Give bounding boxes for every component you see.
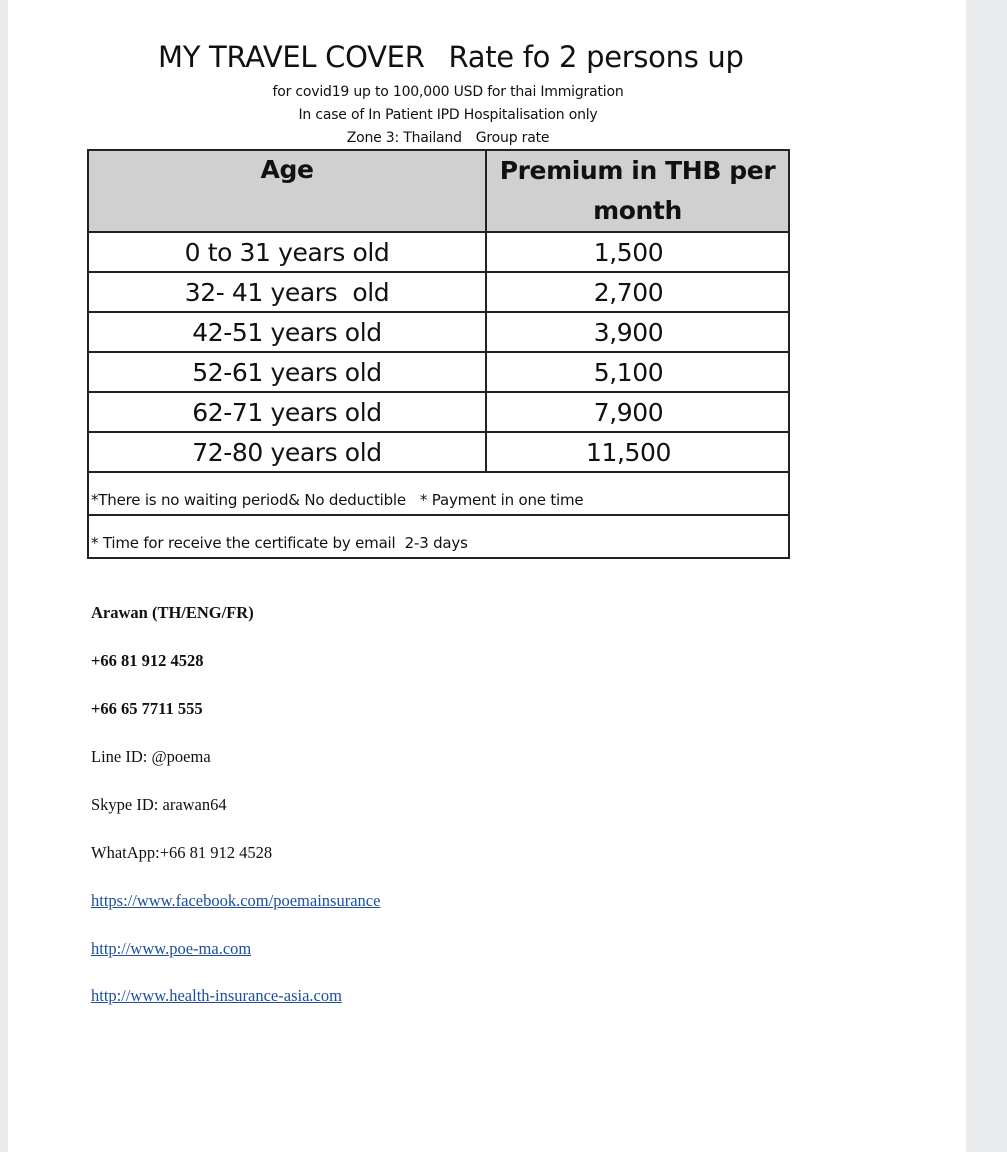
title-part-1: MY TRAVEL COVER <box>158 40 425 74</box>
phone-number-2: +66 65 7711 555 <box>91 699 203 718</box>
note-row <box>88 515 789 558</box>
certificate-note: * Time for receive the certificate by email 2-3 days <box>88 515 789 558</box>
premium-cell: 3,900 <box>486 312 789 352</box>
note-cell-1 <box>88 472 789 515</box>
zone-label: Zone 3: Thailand <box>346 130 462 146</box>
age-cell: 52-61 years old <box>88 352 486 392</box>
age-cell: 62-71 years old <box>88 392 486 432</box>
note-row <box>88 472 789 515</box>
age-cell: 72-80 years old <box>88 432 486 472</box>
payment-note: * Payment in one time <box>419 491 584 509</box>
table-row <box>88 232 789 272</box>
line-id: Line ID: @poema <box>91 747 211 766</box>
premium-cell: 1,500 <box>486 232 789 272</box>
contact-name: Arawan (TH/ENG/FR) <box>91 603 254 622</box>
table-row <box>88 312 789 352</box>
poe-ma-link[interactable]: http://www.poe-ma.com <box>91 939 252 958</box>
premium-cell: 11,500 <box>486 432 789 472</box>
premium-column-header <box>486 150 789 232</box>
table-row <box>88 352 789 392</box>
age-cell: 32- 41 years old <box>88 272 486 312</box>
document-page <box>8 0 966 1152</box>
phone-number-1: +66 81 912 4528 <box>91 651 204 670</box>
premium-table <box>87 149 790 559</box>
premium-cell: 5,100 <box>486 352 789 392</box>
premium-cell: 2,700 <box>486 272 789 312</box>
age-cell: 0 to 31 years old <box>88 232 486 272</box>
page-title <box>158 40 744 74</box>
group-rate-label: Group rate <box>475 130 550 146</box>
skype-id: Skype ID: arawan64 <box>91 795 227 814</box>
premium-cell: 7,900 <box>486 392 789 432</box>
premium-header-line-1: Premium in THB per <box>499 156 776 185</box>
table-row <box>88 432 789 472</box>
title-part-2: Rate fo 2 persons up <box>448 40 744 74</box>
premium-header-line-2: month <box>593 196 682 225</box>
age-cell: 42-51 years old <box>88 312 486 352</box>
subtitle-zone <box>108 130 788 146</box>
subtitle-coverage: for covid19 up to 100,000 USD for thai Immigration <box>272 84 624 100</box>
health-insurance-asia-link[interactable]: http://www.health-insurance-asia.com <box>91 986 342 1005</box>
subtitle-ipd: In case of In Patient IPD Hospitalisation only <box>298 107 598 123</box>
whatsapp-number: WhatApp:+66 81 912 4528 <box>91 843 273 862</box>
no-waiting-note: *There is no waiting period& No deductible <box>91 491 406 509</box>
table-row <box>88 272 789 312</box>
age-column-header: Age <box>88 150 486 232</box>
table-row <box>88 392 789 432</box>
table-header-row <box>88 150 789 232</box>
facebook-link[interactable]: https://www.facebook.com/poemainsurance <box>91 891 381 910</box>
